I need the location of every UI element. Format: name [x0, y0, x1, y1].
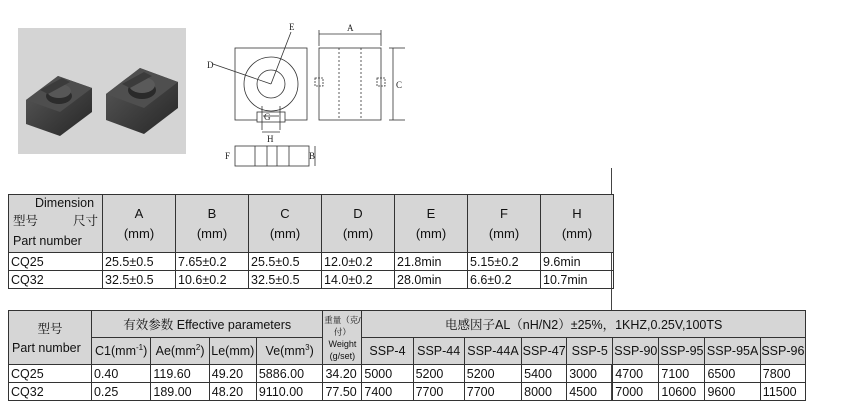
col-header-ssp: SSP-90 — [613, 338, 659, 365]
ae-cell: 119.60 — [151, 365, 209, 383]
label-d: D — [207, 60, 214, 70]
al-cell: 10600 — [659, 383, 705, 401]
core-photo-graphic — [18, 28, 186, 154]
ve-cell: 5886.00 — [256, 365, 323, 383]
al-cell: 7700 — [464, 383, 521, 401]
value-cell: 21.8min — [395, 253, 468, 271]
al-cell: 9600 — [705, 383, 760, 401]
col-header-ve: $Ve(mm^3)$ — [256, 338, 323, 365]
dimension-header-row — [9, 195, 614, 253]
dimension-drawing — [205, 18, 425, 178]
dimension-corner-cell — [9, 195, 103, 253]
col-header-c: C (mm) — [249, 195, 322, 253]
al-cell: 6500 — [705, 365, 760, 383]
label-c: C — [396, 80, 403, 90]
core-left-image — [26, 76, 92, 136]
col-header-a: A (mm) — [103, 195, 176, 253]
al-cell: 3000 — [567, 365, 613, 383]
col-header-c1: $C1(mm^{-1})$ — [91, 338, 150, 365]
params-header-row-1 — [9, 311, 806, 338]
value-cell: 32.5±0.5 — [103, 271, 176, 289]
al-cell: 7400 — [362, 383, 413, 401]
label-b: B — [309, 151, 316, 161]
part-cell: CQ25 — [9, 365, 92, 383]
al-header: 电感因子AL（nH/N2）±25%，1KHZ,0.25V,100TS — [362, 311, 806, 338]
value-cell: 25.5±0.5 — [103, 253, 176, 271]
col-header-ssp: SSP-44 — [413, 338, 464, 365]
al-cell: 5000 — [362, 365, 413, 383]
value-cell: 9.6min — [541, 253, 614, 271]
al-cell: 7100 — [659, 365, 705, 383]
col-header-ssp: SSP-5 — [567, 338, 613, 365]
table-row — [9, 253, 614, 271]
part-cell: CQ32 — [9, 271, 103, 289]
al-cell: 7000 — [613, 383, 659, 401]
value-cell: 6.6±0.2 — [468, 271, 541, 289]
effective-params-header: 有效参数 Effective parameters — [91, 311, 322, 338]
part-number-label: Part number — [13, 234, 82, 248]
table-row — [9, 383, 806, 401]
al-cell: 4500 — [567, 383, 613, 401]
model-header-cell — [9, 311, 92, 365]
al-cell: 4700 — [613, 365, 659, 383]
al-cell: 7800 — [760, 365, 805, 383]
label-g: G — [264, 112, 271, 122]
col-header-le: Le(mm) — [209, 338, 256, 365]
col-header-ae: $Ae(mm^2)$ — [151, 338, 209, 365]
model-zh-label: 型号 — [13, 214, 39, 228]
params-header-row-2 — [9, 338, 806, 365]
le-cell: 48.20 — [209, 383, 256, 401]
label-f: F — [225, 151, 231, 161]
product-photo — [18, 28, 186, 154]
side-view-outline — [319, 48, 381, 120]
label-h: H — [267, 134, 274, 144]
weight-cell: 77.50 — [323, 383, 362, 401]
value-cell: 7.65±0.2 — [176, 253, 249, 271]
c1-cell: 0.25 — [91, 383, 150, 401]
al-cell: 5200 — [464, 365, 521, 383]
value-cell: 25.5±0.5 — [249, 253, 322, 271]
col-header-ssp: SSP-96 — [760, 338, 805, 365]
weight-cell: 34.20 — [323, 365, 362, 383]
model-zh: 型号 — [37, 322, 63, 336]
model-en: Part number — [12, 341, 81, 355]
col-header-ssp: SSP-47 — [522, 338, 567, 365]
value-cell: 32.5±0.5 — [249, 271, 322, 289]
parameters-table — [8, 310, 806, 401]
label-e: E — [289, 22, 295, 32]
col-header-e: E (mm) — [395, 195, 468, 253]
label-a: A — [347, 23, 354, 33]
part-cell: CQ25 — [9, 253, 103, 271]
size-zh-label: 尺寸 — [73, 214, 99, 228]
ve-cell: 9110.00 — [256, 383, 323, 401]
value-cell: 10.7min — [541, 271, 614, 289]
weight-en: Weight (g/set) — [328, 338, 357, 361]
table-row — [9, 271, 614, 289]
bottom-view-outline — [235, 146, 309, 166]
value-cell: 10.6±0.2 — [176, 271, 249, 289]
table-row — [9, 365, 806, 383]
al-cell: 11500 — [760, 383, 805, 401]
al-cell: 7700 — [413, 383, 464, 401]
col-header-h: H (mm) — [541, 195, 614, 253]
weight-zh: 重量（克/付） — [324, 314, 361, 337]
value-cell: 5.15±0.2 — [468, 253, 541, 271]
value-cell: 12.0±0.2 — [322, 253, 395, 271]
ae-cell: 189.00 — [151, 383, 209, 401]
col-header-ssp: SSP-95A — [705, 338, 760, 365]
col-header-ssp: SSP-44A — [464, 338, 521, 365]
col-header-ssp: SSP-95 — [659, 338, 705, 365]
al-cell: 5400 — [522, 365, 567, 383]
al-cell: 5200 — [413, 365, 464, 383]
core-right-image — [106, 68, 178, 134]
al-cell: 8000 — [522, 383, 567, 401]
value-cell: 28.0min — [395, 271, 468, 289]
col-header-b: B (mm) — [176, 195, 249, 253]
weight-header-cell — [323, 311, 362, 365]
c1-cell: 0.40 — [91, 365, 150, 383]
col-header-d: D (mm) — [322, 195, 395, 253]
value-cell: 14.0±0.2 — [322, 271, 395, 289]
dimension-table — [8, 194, 614, 289]
le-cell: 49.20 — [209, 365, 256, 383]
part-cell: CQ32 — [9, 383, 92, 401]
col-header-ssp: SSP-4 — [362, 338, 413, 365]
dimension-label: Dimension — [35, 196, 95, 210]
col-header-f: F (mm) — [468, 195, 541, 253]
